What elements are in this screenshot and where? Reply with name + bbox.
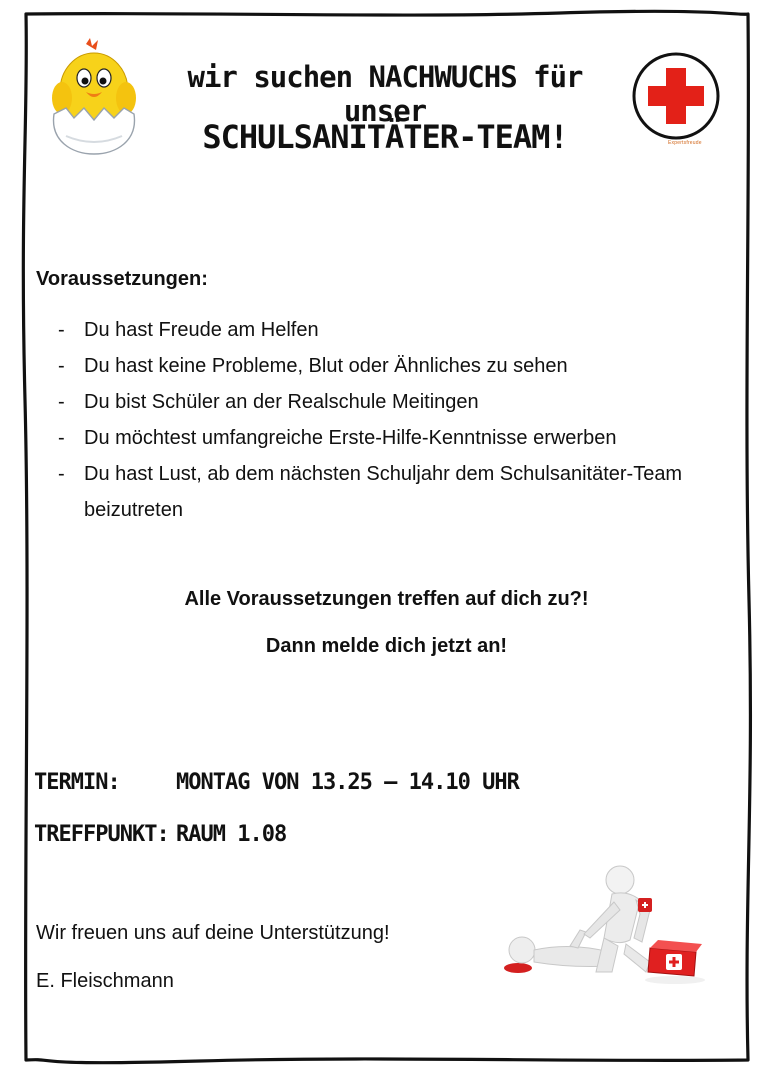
requirements-list	[52, 312, 732, 528]
chick-in-eggshell-icon	[46, 36, 142, 156]
list-dash: -	[58, 319, 65, 341]
list-item-text: Du hast Freude am Helfen	[84, 319, 319, 341]
list-dash: -	[58, 355, 65, 377]
termin-value: MONTAG VON 13.25 – 14.10 UHR	[176, 770, 519, 795]
logo-caption: Expertsfreude	[668, 140, 702, 146]
requirements-heading: Voraussetzungen:	[36, 268, 208, 290]
signature: E. Fleischmann	[36, 970, 174, 992]
list-item	[52, 312, 732, 348]
first-aid-figure-icon	[500, 850, 710, 990]
call-to-action-question: Alle Voraussetzungen treffen auf dich zu?!	[184, 588, 589, 610]
list-dash: -	[58, 463, 65, 485]
page-title-line-2: SCHULSANITÄTER-TEAM!	[202, 118, 568, 156]
page-title-line-1: wir suchen NACHWUCHS für unser	[187, 60, 583, 128]
list-item	[52, 420, 732, 456]
list-item-text: Du hast Lust, ab dem nächsten Schuljahr dem Schulsanitäter-Team beizutreten	[84, 463, 683, 521]
list-item	[52, 384, 732, 420]
list-dash: -	[58, 427, 65, 449]
closing-text: Wir freuen uns auf deine Unterstützung!	[36, 922, 390, 944]
red-cross-icon	[630, 50, 722, 142]
call-to-action-register: Dann melde dich jetzt an!	[265, 635, 508, 657]
treffpunkt-value: RAUM 1.08	[176, 822, 287, 847]
list-item-text: Du möchtest umfangreiche Erste-Hilfe-Kenntnisse erwerben	[84, 427, 617, 449]
list-item-text: Du bist Schüler an der Realschule Meitingen	[84, 391, 479, 413]
list-item	[52, 456, 732, 528]
treffpunkt-label: TREFFPUNKT:	[34, 822, 169, 847]
termin-label: TERMIN:	[34, 770, 120, 795]
list-dash: -	[58, 391, 65, 413]
list-item	[52, 348, 732, 384]
list-item-text: Du hast keine Probleme, Blut oder Ähnliches zu sehen	[84, 355, 568, 377]
